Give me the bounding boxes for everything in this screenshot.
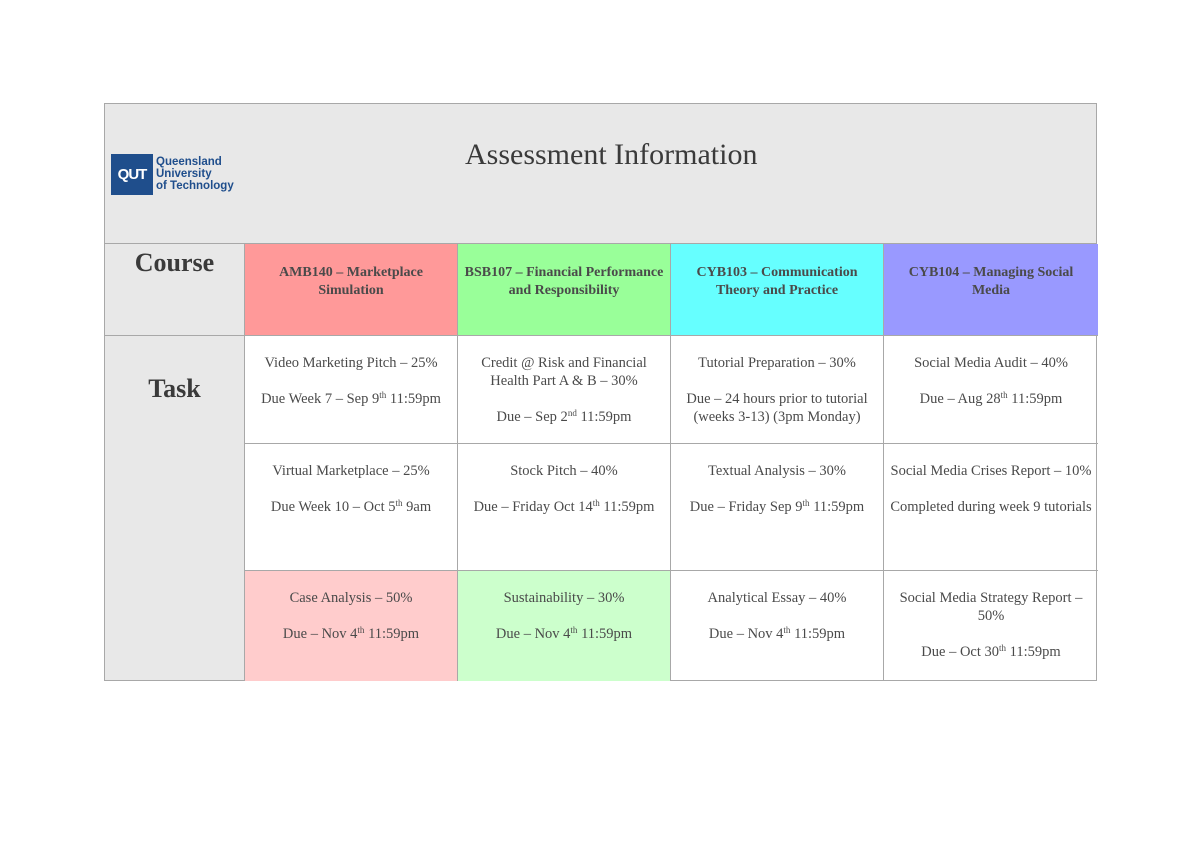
task-due-text: Due – Nov 4: [495, 626, 571, 642]
task-due-text: Due – Oct 30: [921, 644, 1000, 660]
task-due: [677, 390, 877, 426]
task-due-ordinal: th: [592, 498, 600, 508]
course-label: Course: [134, 248, 215, 277]
task-due: [464, 408, 664, 426]
task-cell: [244, 444, 457, 571]
task-due-time: 11:59pm: [599, 499, 655, 515]
course-name: CYB103 – Communication Theory and Practice: [696, 265, 858, 298]
task-due-text: Due Week 10 – Oct 5: [270, 499, 396, 515]
task-due-time: 11:59pm: [386, 391, 441, 407]
task-due-text: Completed during week 9 tutorials: [890, 499, 1092, 515]
task-due-time: 11:59pm: [1007, 391, 1063, 407]
task-title: Video Marketing Pitch – 25%: [264, 355, 438, 371]
course-name: AMB140 – Marketplace Simulation: [279, 265, 423, 298]
task-due: [890, 390, 1092, 408]
task-due-time: 11:59pm: [809, 499, 865, 515]
qut-logo: [111, 154, 241, 196]
task-cell: [457, 571, 670, 681]
task-cell: [670, 336, 883, 444]
logo-line: University: [156, 168, 212, 180]
task-due-ordinal: th: [395, 498, 403, 508]
task-due: [464, 625, 664, 643]
task-due-ordinal: th: [1000, 390, 1008, 400]
task-title: Sustainability – 30%: [503, 590, 625, 606]
task-due-text: Due Week 7 – Sep 9: [261, 391, 380, 407]
task-title: Analytical Essay – 40%: [707, 590, 847, 606]
task-title: Credit @ Risk and Financial Health Part A & B – 30%: [481, 355, 647, 389]
task-due: [464, 498, 664, 516]
task-cell: [457, 336, 670, 444]
task-due: [677, 625, 877, 643]
task-due-time: 11:59pm: [364, 626, 420, 642]
task-title: Social Media Audit – 40%: [914, 355, 1068, 371]
task-due: [890, 643, 1092, 661]
task-due: [890, 498, 1092, 516]
task-title: Tutorial Preparation – 30%: [698, 355, 856, 371]
task-due: [251, 498, 451, 516]
task-due-text: Due – Nov 4: [708, 626, 784, 642]
course-name: CYB104 – Managing Social Media: [908, 265, 1074, 298]
task-cell: [670, 444, 883, 571]
task-cell: [883, 336, 1098, 444]
task-title: Stock Pitch – 40%: [510, 463, 618, 479]
page-title: Assessment Information: [465, 138, 758, 171]
task-due: [251, 625, 451, 643]
qut-logo-wordmark: [156, 156, 246, 192]
task-due-ordinal: th: [802, 498, 810, 508]
task-title: Social Media Crises Report – 10%: [890, 463, 1092, 479]
task-cell: [670, 571, 883, 681]
task-title: Case Analysis – 50%: [289, 590, 413, 606]
task-title: Virtual Marketplace – 25%: [272, 463, 430, 479]
task-due-text: Due – Friday Sep 9: [689, 499, 803, 515]
table-header: [105, 104, 1096, 244]
course-cell: [883, 244, 1098, 336]
task-due-ordinal: th: [999, 643, 1007, 653]
task-due-text: Due – 24 hours prior to tutorial (weeks 3-13) (3pm Monday): [686, 391, 868, 425]
task-due-text: Due – Nov 4: [282, 626, 358, 642]
task-due-ordinal: th: [783, 625, 791, 635]
task-row-label: [105, 336, 244, 680]
task-cell: [457, 444, 670, 571]
qut-logo-mark: QUT: [111, 154, 153, 195]
task-due: [677, 498, 877, 516]
course-cell: [457, 244, 670, 336]
course-cell: [244, 244, 457, 336]
task-due-time: 11:59pm: [576, 409, 632, 425]
task-due-ordinal: th: [379, 390, 387, 400]
task-label: Task: [148, 374, 201, 403]
task-due: [251, 390, 451, 408]
course-row-label: [105, 244, 244, 336]
task-due-ordinal: nd: [567, 408, 577, 418]
assessment-table: [104, 103, 1097, 681]
task-cell: [244, 336, 457, 444]
task-due-text: Due – Aug 28: [919, 391, 1001, 407]
task-title: Textual Analysis – 30%: [708, 463, 846, 479]
task-cell: [883, 444, 1098, 571]
task-due-text: Due – Sep 2: [496, 409, 568, 425]
task-cell: [883, 571, 1098, 681]
task-cell: [244, 571, 457, 681]
task-due-text: Due – Friday Oct 14: [473, 499, 593, 515]
course-name: BSB107 – Financial Performance and Responsibility: [464, 265, 664, 298]
logo-line: Queensland: [156, 156, 222, 168]
task-due-time: 11:59pm: [790, 626, 846, 642]
task-due-time: 11:59pm: [577, 626, 633, 642]
course-cell: [670, 244, 883, 336]
task-due-ordinal: th: [570, 625, 578, 635]
task-title: Social Media Strategy Report – 50%: [899, 590, 1083, 624]
task-due-ordinal: th: [357, 625, 365, 635]
logo-line: of Technology: [156, 180, 234, 192]
task-due-time: 11:59pm: [1006, 644, 1061, 660]
task-due-time: 9am: [402, 499, 432, 515]
